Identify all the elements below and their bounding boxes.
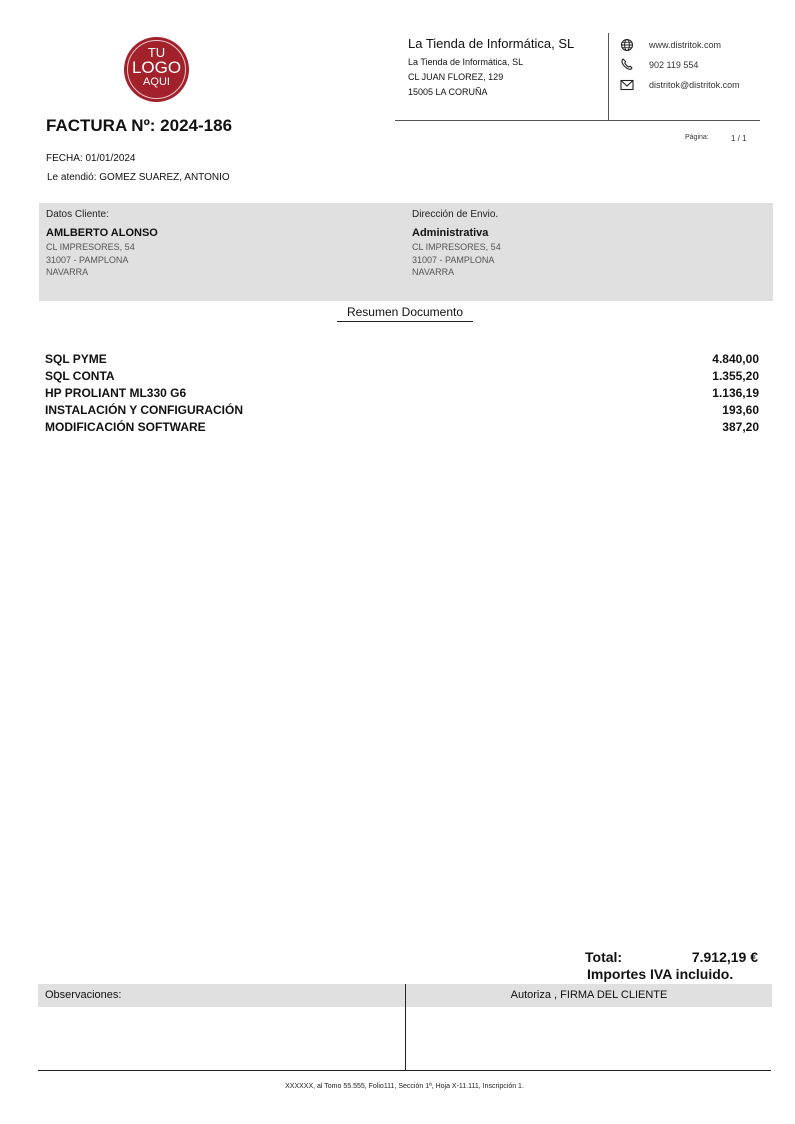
line-item-amount: 1.355,20 — [712, 369, 759, 383]
company-street: CL JUAN FLOREZ, 129 — [408, 72, 504, 82]
line-item-description: SQL CONTA — [45, 369, 115, 383]
signature-label: Autoriza , FIRMA DEL CLIENTE — [510, 989, 668, 1001]
line-items-list — [45, 352, 759, 437]
line-item-description: HP PROLIANT ML330 G6 — [45, 386, 187, 400]
mail-icon — [619, 78, 635, 92]
shipping-address-line: NAVARRA — [412, 267, 455, 277]
tax-included-note: Importes IVA incluido. — [587, 966, 734, 982]
shipping-section-label: Dirección de Envio. — [412, 209, 499, 220]
footer-bottom-line — [38, 1070, 771, 1071]
globe-icon — [619, 38, 635, 52]
client-address-line: 31007 - PAMPLONA — [46, 254, 129, 265]
invoice-title: FACTURA Nº: 2024-186 — [46, 116, 233, 135]
line-item-amount: 387,20 — [722, 420, 759, 434]
line-item-amount: 1.136,19 — [712, 386, 759, 400]
company-name: La Tienda de Informática, SL — [408, 36, 575, 51]
summary-title: Resumen Documento — [337, 305, 473, 322]
line-item — [45, 403, 759, 420]
line-item-description: SQL PYME — [45, 352, 107, 366]
company-logo — [124, 37, 189, 102]
phone-icon — [619, 57, 635, 71]
line-item — [45, 386, 759, 403]
website-text[interactable]: www.distritok.com — [649, 40, 722, 50]
legal-registration-text: XXXXXX, al Tomo 55.555, Folio111, Sección 1ª, Hoja X-11.111, Inscripción 1. — [285, 1083, 524, 1090]
logo-text-line-3: AQUI — [143, 76, 170, 88]
shipping-address — [412, 241, 501, 279]
client-address-line: NAVARRA — [46, 267, 89, 277]
client-address-line: CL IMPRESORES, 54 — [46, 242, 135, 252]
client-address — [46, 241, 135, 279]
company-city: 15005 LA CORUÑA — [408, 87, 488, 97]
shipping-address-line: CL IMPRESORES, 54 — [412, 242, 501, 252]
client-name: AMLBERTO ALONSO — [46, 227, 158, 239]
page-number: 1 / 1 — [731, 134, 747, 143]
header-vertical-divider — [608, 33, 609, 120]
client-info-band — [39, 203, 773, 301]
logo-text-line-1: TU — [147, 45, 166, 60]
shipping-name: Administrativa — [412, 227, 489, 239]
attended-by: Le atendió: GOMEZ SUAREZ, ANTONIO — [47, 172, 230, 183]
page-label: Página: — [685, 134, 709, 141]
total-value: 7.912,19 € — [691, 949, 758, 965]
logo-text-line-2: LOGO — [131, 58, 182, 77]
phone-text: 902 119 554 — [649, 60, 699, 70]
line-item — [45, 369, 759, 386]
line-item-amount: 4.840,00 — [712, 352, 759, 366]
invoice-date: FECHA: 01/01/2024 — [46, 153, 136, 164]
footer-column-divider — [405, 984, 406, 1070]
company-legal-name: La Tienda de Informática, SL — [408, 57, 524, 67]
total-label: Total: — [585, 949, 623, 965]
line-item — [45, 352, 759, 369]
line-item-description: INSTALACIÓN Y CONFIGURACIÓN — [45, 403, 244, 417]
shipping-address-line: 31007 - PAMPLONA — [412, 254, 495, 265]
line-item — [45, 420, 759, 437]
header-horizontal-divider — [395, 120, 760, 121]
line-item-description: MODIFICACIÓN SOFTWARE — [45, 420, 206, 434]
email-text[interactable]: distritok@distritok.com — [649, 80, 740, 90]
line-item-amount: 193,60 — [722, 403, 759, 417]
client-section-label: Datos Cliente: — [46, 209, 109, 220]
observations-label: Observaciones: — [45, 989, 122, 1001]
